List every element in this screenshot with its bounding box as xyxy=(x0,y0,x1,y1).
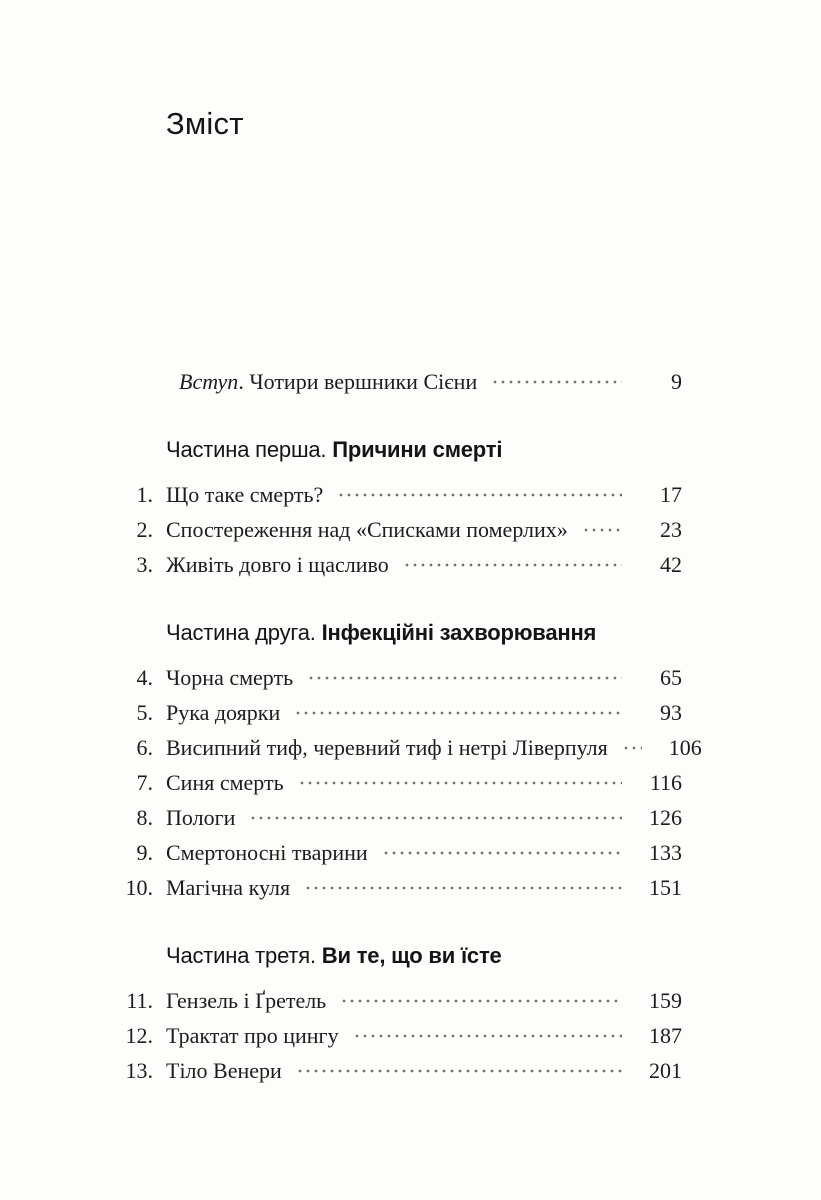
intro-label: Вступ xyxy=(179,369,239,394)
dotted-leader xyxy=(491,364,622,399)
toc-entry xyxy=(120,730,702,765)
entry-number: 3. xyxy=(136,552,153,577)
section-entries xyxy=(120,660,702,905)
toc-entry xyxy=(120,870,682,905)
table-of-contents xyxy=(120,364,702,1088)
entry-title: Магічна куля xyxy=(166,875,291,900)
dotted-leader xyxy=(249,800,622,835)
section-title: Ви те, що ви їсте xyxy=(321,943,502,968)
toc-entry xyxy=(120,835,682,870)
toc-entry xyxy=(120,800,682,835)
entry-number: 6. xyxy=(136,735,153,760)
toc-entry xyxy=(120,983,682,1018)
entry-page-number: 187 xyxy=(649,1023,682,1048)
entry-page-number: 9 xyxy=(671,369,682,394)
toc-entry xyxy=(120,1053,682,1088)
section-heading xyxy=(120,615,682,650)
entry-title: Рука доярки xyxy=(166,700,281,725)
section-label: Частина друга. xyxy=(166,620,322,645)
section-heading xyxy=(120,432,682,467)
section-label: Частина третя. xyxy=(166,943,322,968)
toc-section xyxy=(120,938,682,1088)
entry-page-number: 116 xyxy=(649,770,682,795)
toc-content xyxy=(120,0,702,1088)
entry-number: 9. xyxy=(136,840,153,865)
entry-number: 4. xyxy=(136,665,153,690)
dotted-leader xyxy=(582,512,622,547)
entry-page-number: 151 xyxy=(649,875,682,900)
entry-page-number: 126 xyxy=(649,805,682,830)
entry-title: Що таке смерть? xyxy=(166,482,324,507)
entry-title: Спостереження над «Списками померлих» xyxy=(166,517,568,542)
entry-page-number: 159 xyxy=(649,988,682,1013)
entry-page-number: 133 xyxy=(649,840,682,865)
toc-entry xyxy=(120,512,682,547)
entry-number: 2. xyxy=(136,517,153,542)
intro-chapter-title: Чотири вершники Сієни xyxy=(249,369,478,394)
entry-number: 1. xyxy=(136,482,153,507)
dotted-leader xyxy=(307,660,622,695)
entry-number: 12. xyxy=(125,1023,153,1048)
section-entries xyxy=(120,477,682,582)
dotted-leader xyxy=(382,835,622,870)
toc-entry xyxy=(120,1018,682,1053)
toc-entry xyxy=(120,695,682,730)
toc-entry xyxy=(120,547,682,582)
dotted-leader xyxy=(403,547,622,582)
toc-entry xyxy=(120,660,682,695)
toc-entry xyxy=(120,765,682,800)
entry-page-number: 42 xyxy=(660,552,682,577)
entry-title: Тіло Венери xyxy=(166,1058,282,1083)
entry-title: Трактат про цингу xyxy=(166,1023,339,1048)
entry-page-number: 106 xyxy=(668,735,702,760)
entry-page-number: 93 xyxy=(660,700,682,725)
entry-title: Пологи xyxy=(166,805,236,830)
dotted-leader xyxy=(337,477,622,512)
entry-number: 5. xyxy=(136,700,153,725)
entry-title: Гензель і Ґретель xyxy=(166,988,327,1013)
dotted-leader xyxy=(304,870,622,905)
entry-number: 11. xyxy=(126,988,153,1013)
entry-page-number: 65 xyxy=(660,665,682,690)
entry-number: 13. xyxy=(125,1058,153,1083)
entry-page-number: 23 xyxy=(660,517,682,542)
entry-title: Чорна смерть xyxy=(166,665,294,690)
section-entries xyxy=(120,983,682,1088)
sections xyxy=(120,432,702,1088)
entry-number: 7. xyxy=(136,770,153,795)
dotted-leader xyxy=(340,983,622,1018)
entry-page-number: 17 xyxy=(660,482,682,507)
entry-number: 8. xyxy=(136,805,153,830)
entry-title: Синя смерть xyxy=(166,770,284,795)
entry-page-number: 201 xyxy=(649,1058,682,1083)
toc-section xyxy=(120,432,682,582)
section-title: Причини смерті xyxy=(332,437,503,462)
dotted-leader xyxy=(622,730,642,765)
page-title: Зміст xyxy=(166,106,244,141)
entry-title: Висипний тиф, черевний тиф і нетрі Ліверпуля xyxy=(166,735,608,760)
dotted-leader xyxy=(298,765,622,800)
entry-title: Смертоносні тварини xyxy=(166,840,368,865)
dotted-leader xyxy=(296,1053,622,1088)
section-heading xyxy=(120,938,682,973)
dotted-leader xyxy=(353,1018,622,1053)
section-label: Частина перша. xyxy=(166,437,333,462)
toc-section xyxy=(120,615,702,905)
dotted-leader xyxy=(294,695,622,730)
intro-separator: . xyxy=(238,369,250,394)
entry-number: 10. xyxy=(125,875,153,900)
intro-entry xyxy=(120,364,682,399)
intro-title xyxy=(179,364,477,399)
section-title: Інфекційні захворювання xyxy=(321,620,597,645)
entry-title: Живіть довго і щасливо xyxy=(166,552,389,577)
toc-entry xyxy=(120,477,682,512)
